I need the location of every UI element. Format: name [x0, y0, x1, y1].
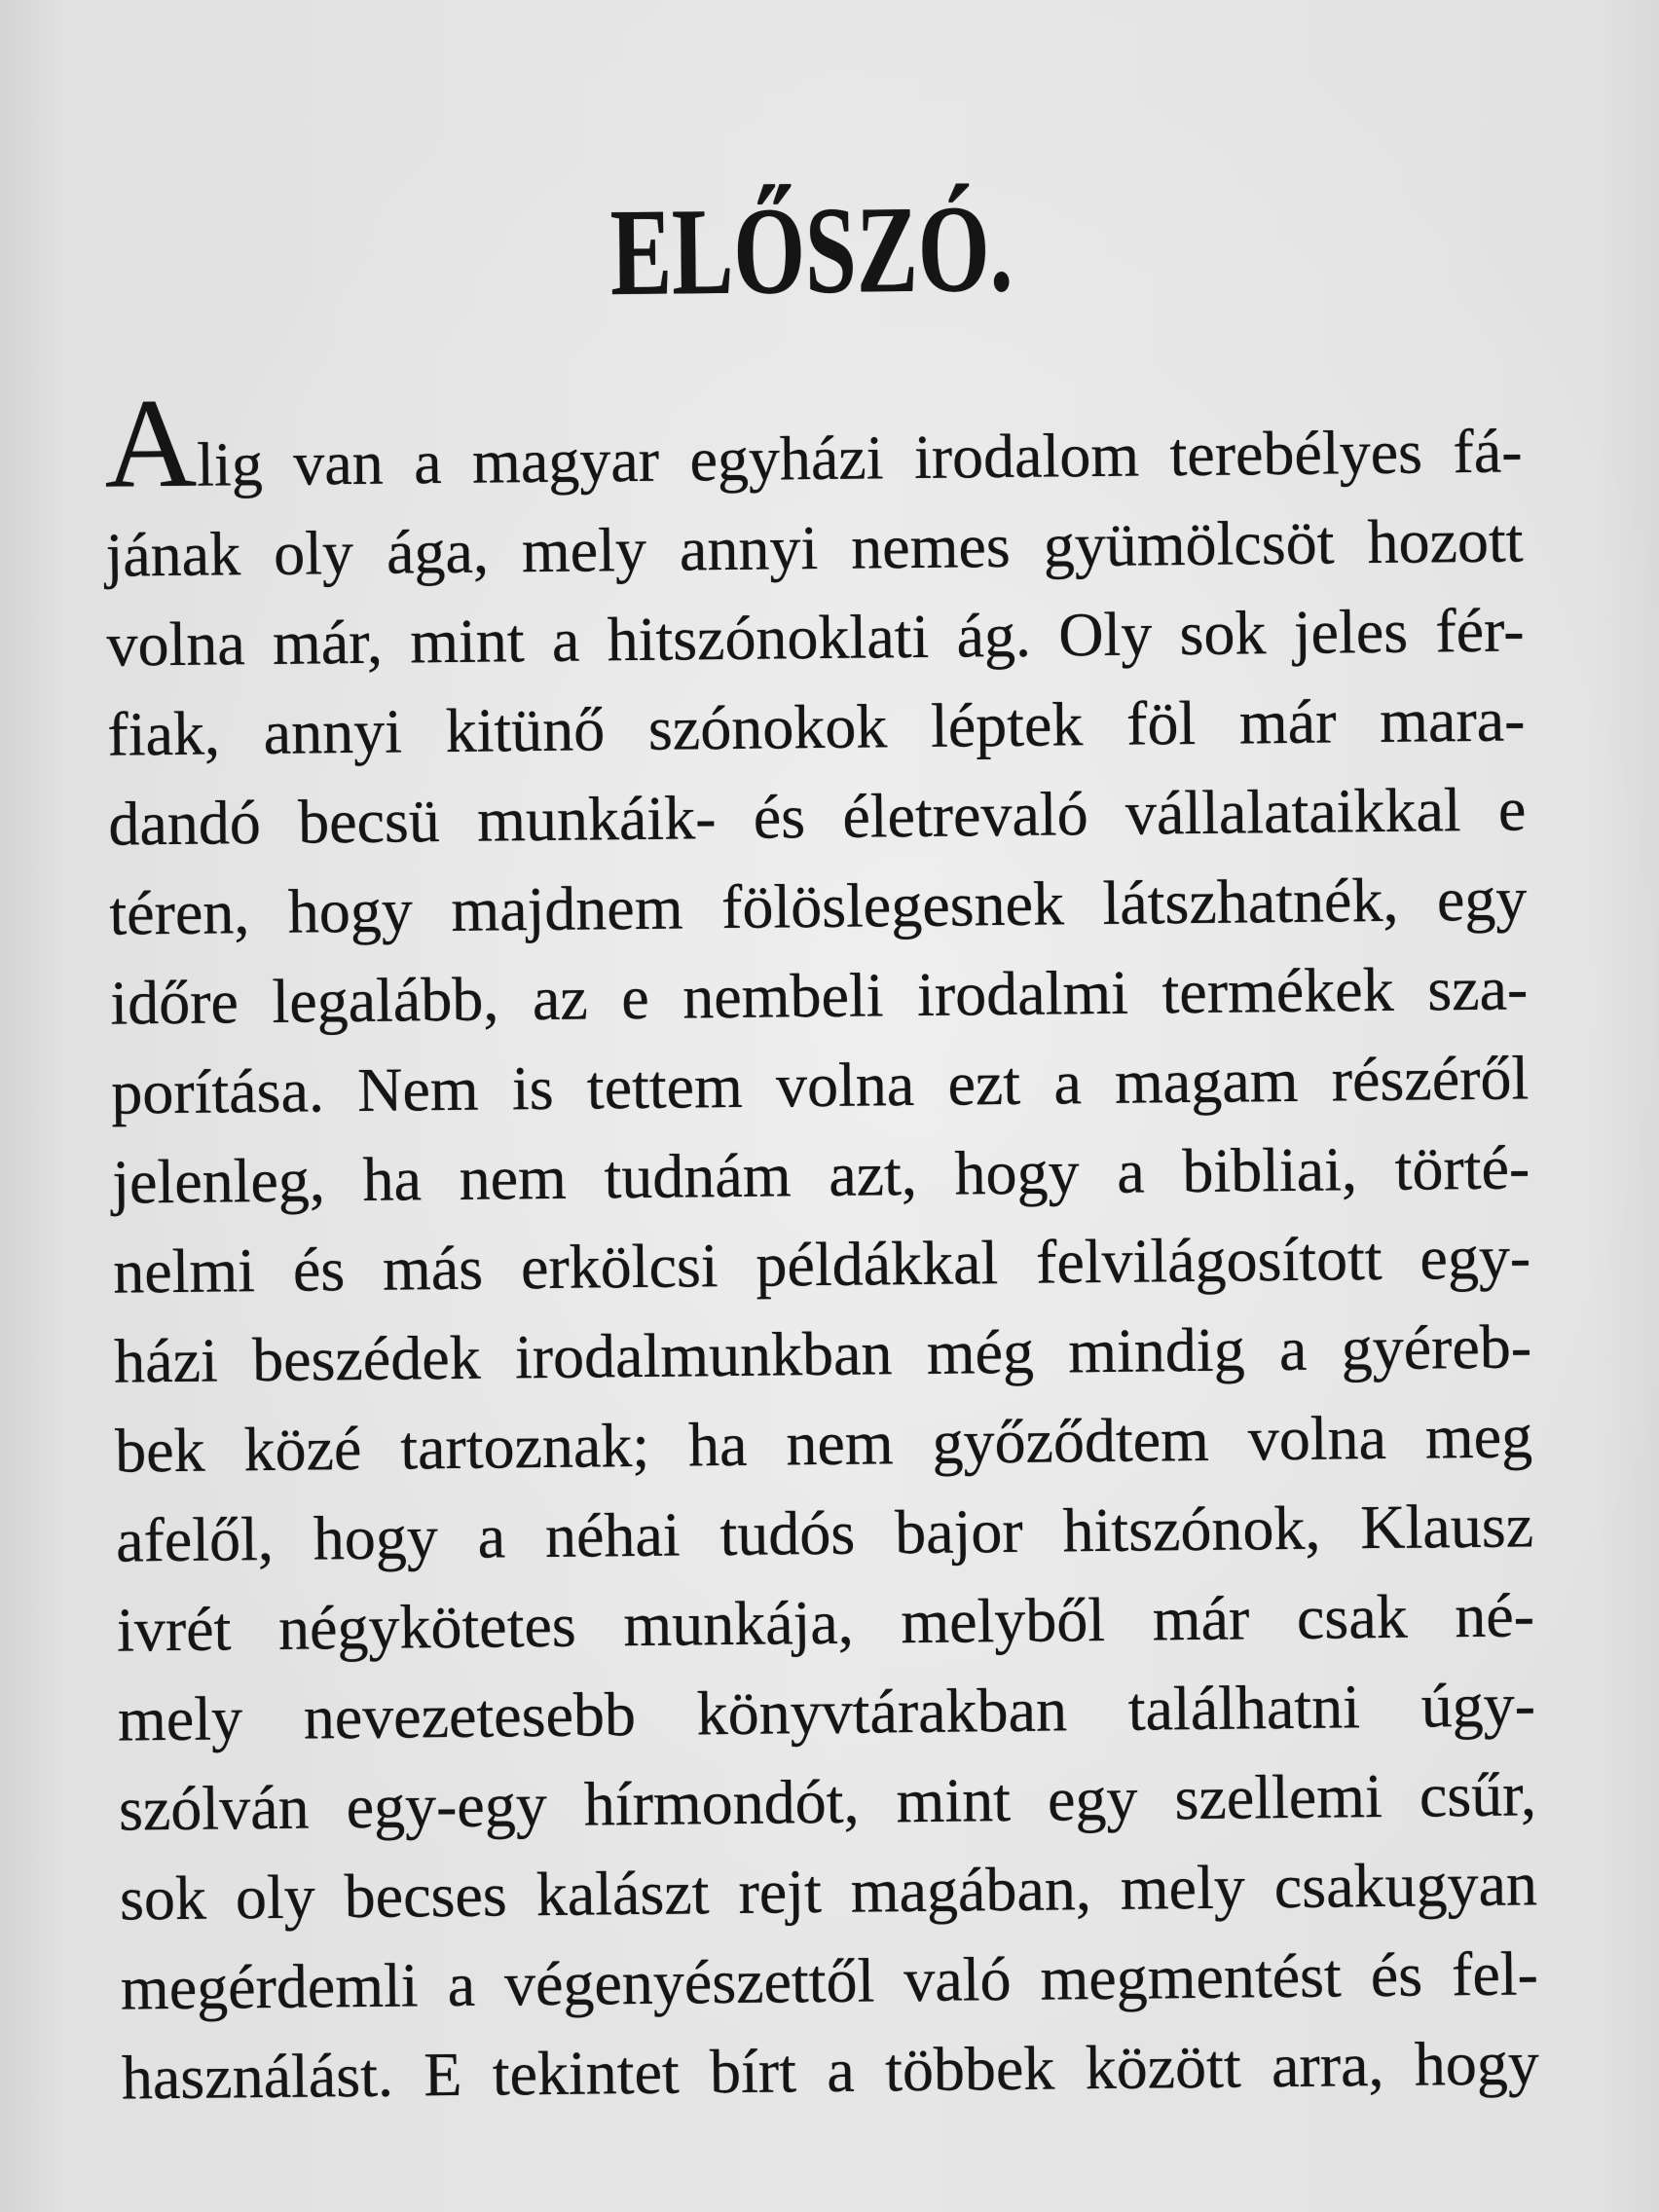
text-line: időre legalább, az e nembeli irodalmi termékek sza- [109, 953, 1529, 1038]
text-line: jelenleg, ha nem tudnám azt, hogy a bibliai, törté- [111, 1132, 1530, 1217]
text-line: porítása. Nem is tettem volna ezt a magam részéről [110, 1043, 1530, 1127]
text-line: mely nevezetesebb könyvtárakban találhatni úgy- [117, 1670, 1536, 1754]
text-line: afelől, hogy a néhai tudós bajor hitszónok, Klausz [115, 1491, 1534, 1575]
text-line: ivrét négykötetes munkája, melyből már csak né- [116, 1580, 1535, 1665]
text-line: házi beszédek irodalmunkban még mindig a gyéreb- [113, 1311, 1532, 1396]
text-line: volna már, mint a hitszónoklati ág. Oly sok jeles fér- [106, 595, 1525, 680]
text-line: dandó becsü munkáik- és életrevaló vállalataikkal e [108, 774, 1527, 859]
first-line-text: lig van a magyar egyházi irodalom terebélyes fá- [196, 416, 1523, 499]
text-line: használást. E tekintet bírt a többek között arra, hogy [121, 2028, 1540, 2113]
text-line: téren, hogy majdnem fölöslegesnek látszhatnék, egy [109, 864, 1528, 948]
text-line: megérdemli a végenyészettől való megmentést és fel- [120, 1938, 1539, 2023]
text-line: bek közé tartoznak; ha nem győződtem volna meg [114, 1401, 1533, 1486]
page-title [102, 178, 1521, 322]
text-line: nelmi és más erkölcsi példákkal felvilágosított egy- [112, 1222, 1531, 1307]
text-line: szólván egy-egy hírmondót, mint egy szellemi csűr, [118, 1759, 1537, 1844]
drop-cap: A [103, 372, 198, 515]
text-line-1 [103, 372, 1523, 515]
preface-paragraph [103, 372, 1540, 2122]
text-line: fiak, annyi kitünő szónokok léptek föl már mara- [107, 684, 1526, 769]
text-line: jának oly ága, mely annyi nemes gyümölcsöt hozott [105, 505, 1524, 590]
page-title-text: ELŐSZÓ. [608, 178, 1014, 322]
text-line: sok oly becses kalászt rejt magában, mely csakugyan [119, 1849, 1538, 1934]
book-page [78, 167, 1559, 2140]
